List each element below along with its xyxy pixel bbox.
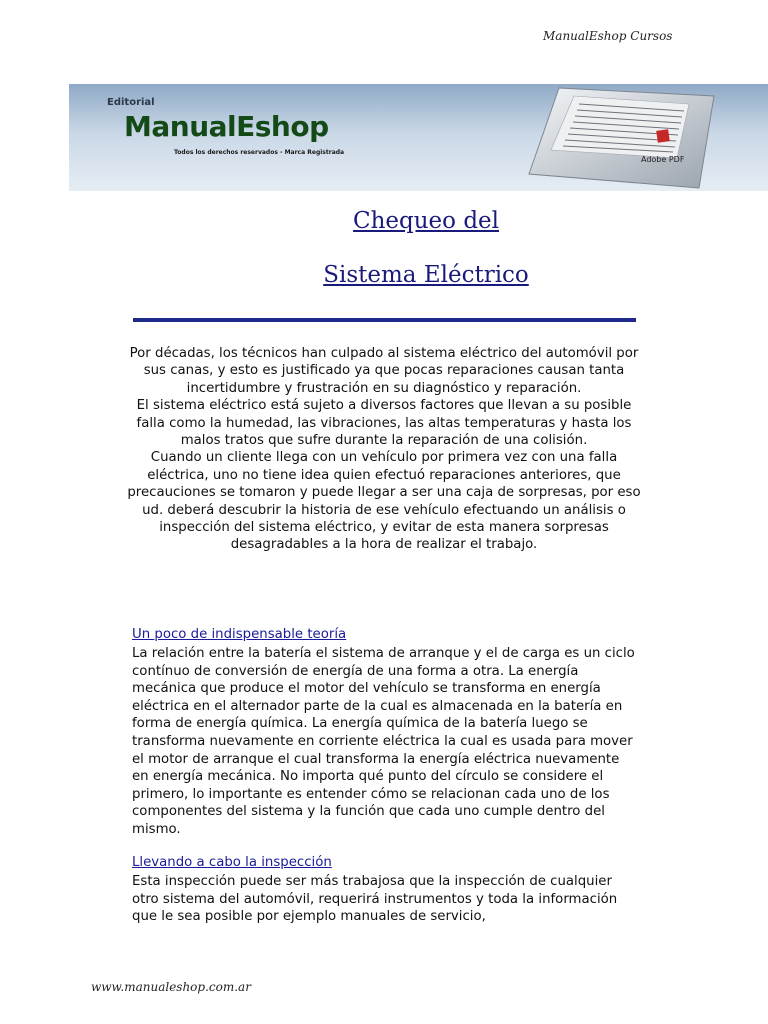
section-body-inspection: Esta inspección puede ser más trabajosa que la inspección de cualquier otro sistema del automóvil, requerirá instrumentos y toda la información que le sea posible por ejemplo manuales de servicio, <box>132 874 618 925</box>
footer-url[interactable]: www.manualeshop.com.ar <box>91 980 251 994</box>
banner <box>69 84 768 191</box>
section-body-theory: La relación entre la batería el sistema de arranque y el de carga es un ciclo contínuo de conversión de energía de una forma a otra. La energía mecánica que produce el motor del vehículo se transforma en energía eléctrica en el alternador parte de la cual es almacenada en la batería en forma de energía química. La energía química de la batería luego se transforma nuevamente en corriente eléctrica la cual es usada para mover el motor de arranque el cual transforma la energía eléctrica nuevamente en energía mecánica. No importa qué punto del círculo se considere el primero, lo importante es entender cómo se relacionan cada uno de los componentes del sistema y la función que cada uno cumple dentro del mismo. <box>132 646 635 837</box>
banner-editorial: Editorial <box>107 97 155 108</box>
page-title-line-1: Chequeo del <box>352 208 500 234</box>
banner-rights: Todos los derechos reservados - Marca Registrada <box>174 149 345 156</box>
ebook-reader-icon <box>489 84 719 191</box>
adobe-pdf-label: Adobe PDF <box>641 155 685 164</box>
intro-paragraph-2: El sistema eléctrico está sujeto a diversos factores que llevan a su posible falla como la humedad, las vibraciones, las altas temperaturas y hasta los malos tratos que sufre durante la reparación de una colisión. <box>136 398 632 449</box>
intro-paragraph-3: Cuando un cliente llega con un vehículo por primera vez con una falla eléctrica, uno no tiene idea quien efectuó reparaciones anteriores, que precauciones se tomaron y puede llegar a ser una caja de sorpresas, por eso ud. deberá descubrir la historia de ese vehículo efectuando un análisis o inspección del sistema eléctrico, y evitar de esta manera sorpresas desagradables a la hora de realizar el trabajo. <box>127 450 641 553</box>
section-heading-theory[interactable]: Un poco de indispensable teoría <box>132 627 347 642</box>
section-heading-inspection[interactable]: Llevando a cabo la inspección <box>132 855 332 870</box>
banner-logo: ManualEshop <box>124 110 329 143</box>
page-header-text: ManualEshop Cursos <box>543 29 673 43</box>
intro-paragraph-1: Por décadas, los técnicos han culpado al sistema eléctrico del automóvil por sus canas, y esto es justificado ya que pocas reparaciones causan tanta incertidumbre y frustración en su diagnóstico y reparación. <box>129 346 639 396</box>
page-title-line-2: Sistema Eléctrico <box>323 262 529 288</box>
title-divider <box>133 318 636 322</box>
intro-block <box>126 345 642 554</box>
